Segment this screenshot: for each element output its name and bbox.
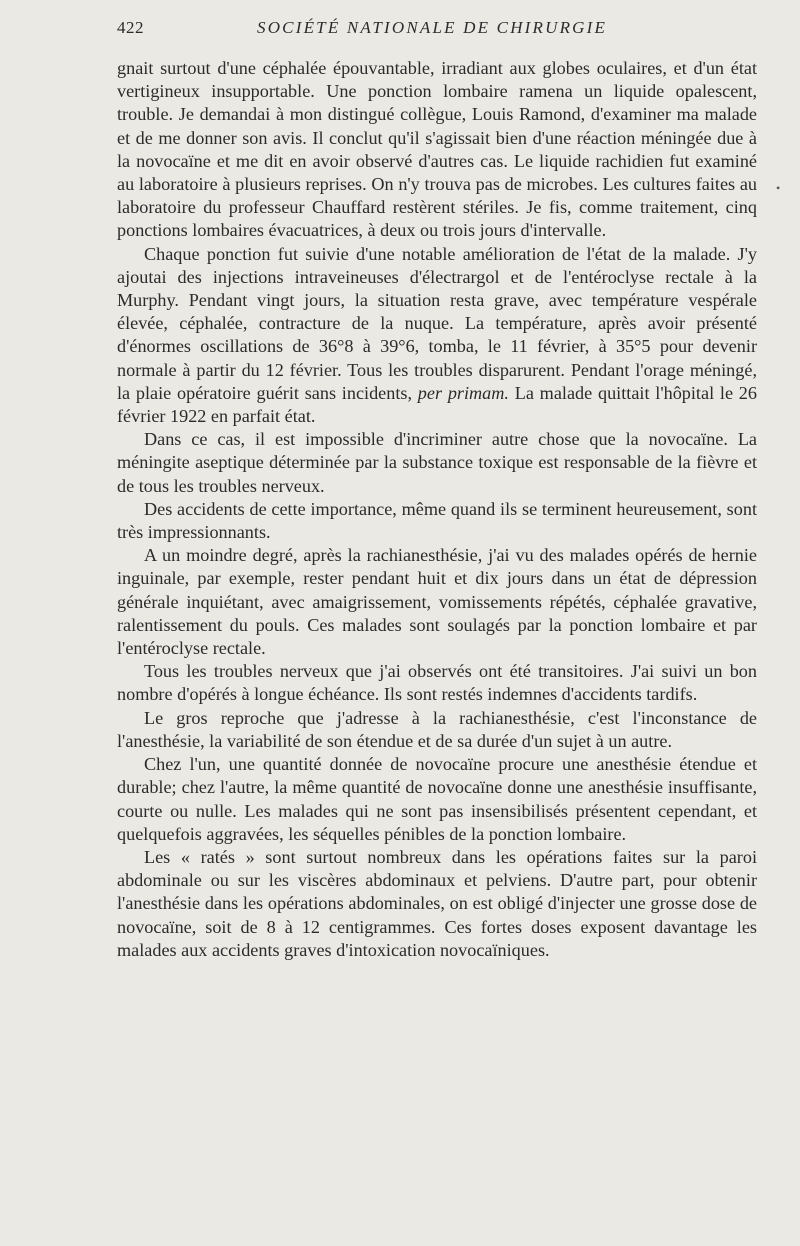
body-text: [117, 57, 757, 962]
paragraph-8: Chez l'un, une quantité donnée de novocaïne procure une anesthésie étendue et durable; chez l'autre, la même quantité de novocaïne donne une anesthésie insuffisante, courte ou nulle. Les malades qui ne sont pas insensibilisés présentent cependant, et quelquefois aggravées, les séquelles pénibles de la ponction lombaire.: [117, 754, 757, 844]
paragraph-9: Les « ratés » sont surtout nombreux dans les opérations faites sur la paroi abdominale ou sur les viscères abdominaux et pelviens. D'autre part, pour obtenir l'anesthésie dans les opérations abdominales, on est obligé d'injecter une grosse dose de novocaïne, soit de 8 à 12 centigrammes. Ces fortes doses exposent davantage les malades aux accidents graves d'intoxication novocaïniques.: [117, 846, 757, 960]
paragraph-5: A un moindre degré, après la rachianesthésie, j'ai vu des malades opérés de hernie inguinale, par exemple, rester pendant huit et dix jours dans un état de dépression générale inquiétant, avec amaigrissement, vomissements répétés, céphalée gravative, ralentissement du pouls. Ces malades sont soulagés par la ponction lombaire et par l'entéroclyse rectale.: [117, 545, 757, 659]
paragraph-1: gnait surtout d'une céphalée épouvantable, irradiant aux globes oculaires, et d'un état vertigineux insupportable. Une ponction lombaire ramena un liquide opalescent, trouble. Je demandai à mon distingué collègue, Louis Ramond, d'examiner ma malade et de me donner son avis. Il conclut qu'il s'agissait bien d'une réaction méningée due à la novocaïne et me dit en avoir observé d'autres cas. Le liquide rachidien fut examiné au laboratoire à plusieurs reprises. On n'y trouva pas de microbes. Les cultures faites au laboratoire du professeur Chauffard restèrent stériles. Je fis, comme traitement, cinq ponctions lombaires évacuatrices, à deux ou trois jours d'intervalle.: [117, 58, 757, 241]
paragraph-3: Dans ce cas, il est impossible d'incriminer autre chose que la novocaïne. La méningite aseptique déterminée par la substance toxique est responsable de la fièvre et de tous les troubles nerveux.: [117, 429, 757, 496]
paragraph-6: Tous les troubles nerveux que j'ai observés ont été transitoires. J'ai suivi un bon nombre d'opérés à longue échéance. Ils sont restés indemnes d'accidents tardifs.: [117, 661, 757, 705]
paragraph-2-text-after: La malade quittait l'hôpital le 26 février 1922 en parfait état.: [117, 382, 757, 427]
paragraph-2: [117, 243, 757, 429]
paragraph-2-text-before: Chaque ponction fut suivie d'une notable amélioration de l'état de la malade. J'y ajoutai des injections intraveineuses d'électrargol et de l'entéroclyse rectale à la Murphy. Pendant vingt jours, la situation resta grave, avec température vespérale élevée, céphalée, contracture de la nuque. La température, après avoir présenté d'énormes oscillations de 36°8 à 39°6, tomba, le 11 février, à 35°5 pour devenir normale à partir du 12 février. Tous les troubles disparurent. Pendant l'orage méningé, la plaie opératoire guérit sans incidents,: [117, 243, 757, 403]
running-head: SOCIÉTÉ NATIONALE DE CHIRURGIE: [257, 18, 608, 37]
page-header: [117, 18, 757, 40]
paragraph-2-italic: per primam.: [417, 382, 509, 403]
margin-dot-mark: •: [776, 181, 781, 195]
page-number: 422: [117, 18, 144, 37]
paragraph-7: Le gros reproche que j'adresse à la rachianesthésie, c'est l'inconstance de l'anesthésie, la variabilité de son étendue et de sa durée d'un sujet à un autre.: [117, 707, 757, 751]
paragraph-4: Des accidents de cette importance, même quand ils se terminent heureusement, sont très impressionnants.: [117, 498, 757, 543]
